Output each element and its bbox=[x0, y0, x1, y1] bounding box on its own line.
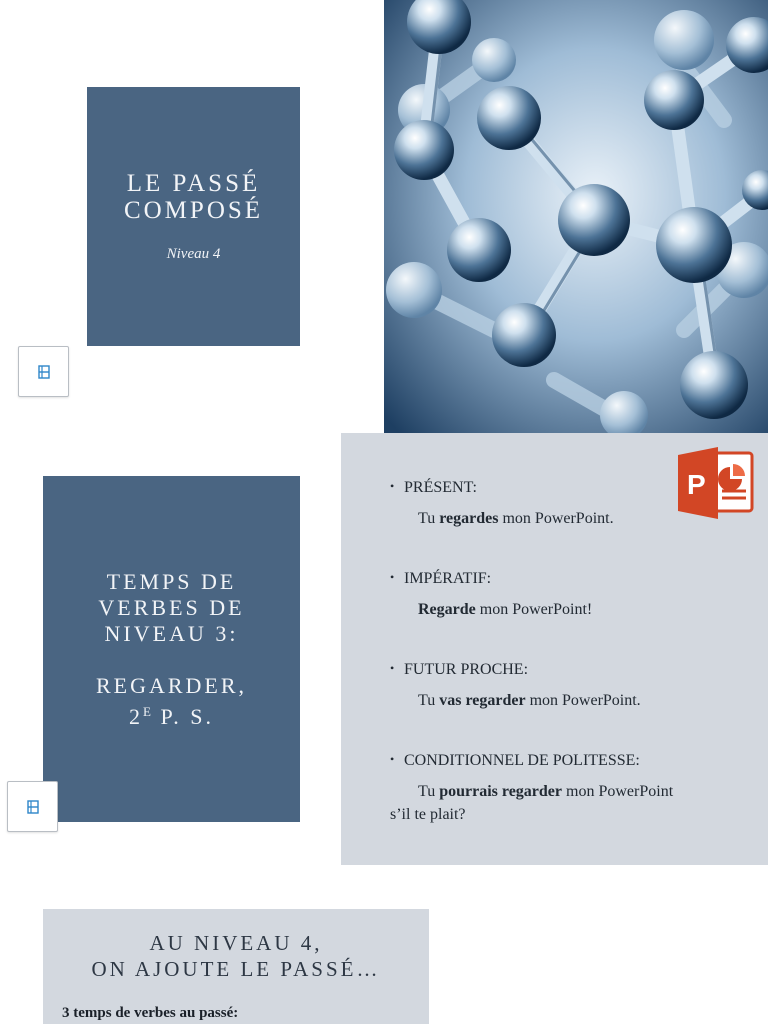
tense-imperatif bbox=[390, 567, 750, 621]
film-strip-icon bbox=[38, 365, 50, 379]
molecule-image bbox=[384, 0, 768, 433]
niveau-heading-line1: AU NIVEAU 4, bbox=[149, 931, 323, 955]
main-title-line1: LE PASSÉ bbox=[126, 170, 261, 197]
tense-present bbox=[390, 476, 750, 530]
tense-conditionnel bbox=[390, 749, 690, 826]
person-ordinal: E bbox=[143, 703, 152, 719]
tense-name: • FUTUR PROCHE: bbox=[390, 658, 750, 681]
title-slide-box bbox=[87, 87, 300, 346]
subtitle: Niveau 4 bbox=[166, 246, 221, 262]
person-label: P. S. bbox=[151, 703, 214, 729]
tense-example: Regarde mon PowerPoint! bbox=[418, 601, 593, 618]
verb-title-line1: TEMPS DE bbox=[106, 568, 237, 594]
person-number: 2 bbox=[129, 703, 143, 729]
verb-tenses-title-box bbox=[43, 476, 300, 822]
person-line bbox=[129, 699, 214, 730]
tense-name: • CONDITIONNEL DE POLITESSE: bbox=[390, 749, 764, 772]
niveau-4-box bbox=[43, 909, 429, 1024]
tense-example: Tu vas regarder mon PowerPoint. bbox=[418, 692, 641, 709]
slide-thumbnail-button-2[interactable] bbox=[7, 781, 58, 832]
verb-title-line2: VERBES DE bbox=[98, 594, 245, 620]
tense-example: Tu pourrais regarder mon PowerPoint s’il te plait? bbox=[390, 783, 674, 823]
niveau-heading-line2: ON AJOUTE LE PASSÉ… bbox=[91, 957, 381, 981]
tense-futur-proche bbox=[390, 658, 750, 712]
tense-name: • PRÉSENT: bbox=[390, 476, 750, 499]
main-title-line2: COMPOSÉ bbox=[123, 197, 264, 224]
main-title bbox=[124, 170, 263, 224]
tenses-panel bbox=[341, 433, 768, 865]
film-strip-icon bbox=[27, 800, 39, 814]
niveau-heading bbox=[43, 930, 429, 982]
verb-name-line: REGARDER, bbox=[95, 672, 248, 698]
tense-example: Tu regardes mon PowerPoint. bbox=[418, 510, 614, 527]
svg-text:P: P bbox=[687, 469, 706, 500]
slide-thumbnail-button-1[interactable] bbox=[18, 346, 69, 397]
verb-title-line3: NIVEAU 3: bbox=[104, 620, 239, 646]
tense-name: • IMPÉRATIF: bbox=[390, 567, 750, 590]
past-tenses-note: 3 temps de verbes au passé: bbox=[62, 1005, 239, 1021]
